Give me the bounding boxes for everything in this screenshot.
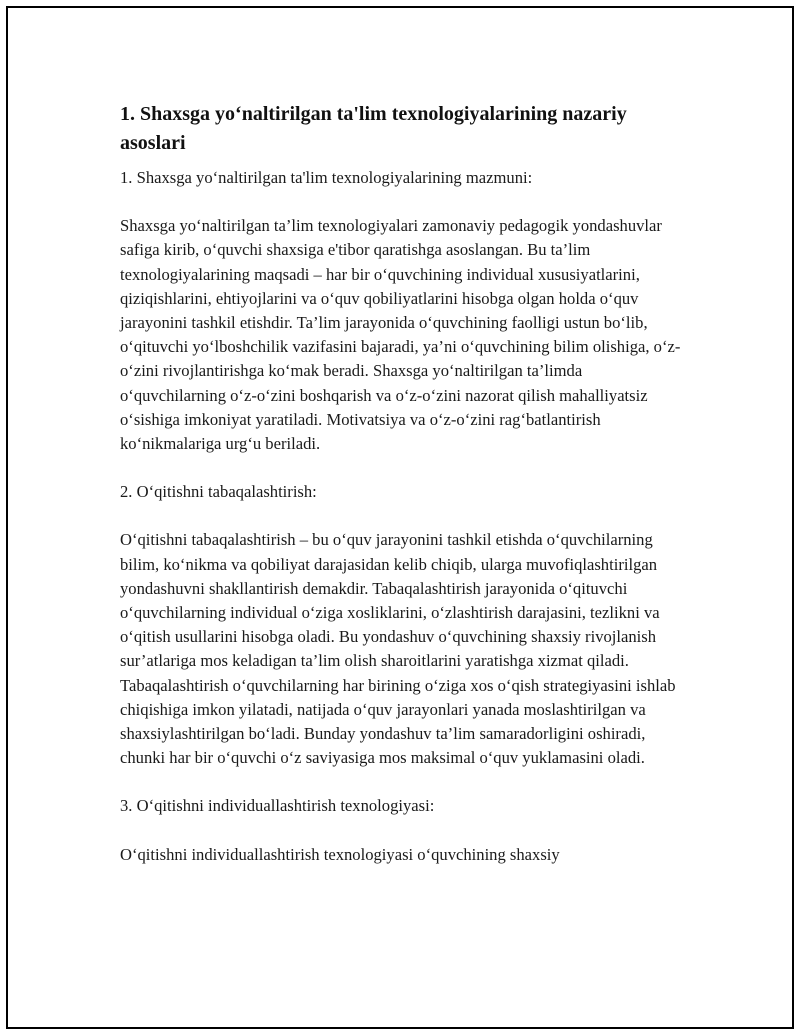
section-heading-2: 2. O‘qitishni tabaqalashtirish:: [120, 482, 317, 502]
document-content: [120, 100, 692, 891]
section-body-1: Shaxsga yo‘naltirilgan ta’lim texnologiyalari zamonaviy pedagogik yondashuvlar safiga kirib, o‘quvchi shaxsiga e'tibor qaratishga asoslangan. Bu ta’lim texnologiyalarining maqsadi – har bir o‘quvchining individual xususiyatlarini, qiziqishlarini, ehtiyojlarini va o‘quv qobiliyatlarini hisobga olgan holda o‘quv jarayonini tashkil etishdir. Ta’lim jarayonida o‘quvchining faolligi ustun bo‘lib, o‘qituvchi yo‘lboshchilik vazifasini bajaradi, ya’ni o‘quvchining bilim olishiga, o‘z-o‘zini rivojlantirishga ko‘mak beradi. Shaxsga yo‘naltirilgan ta’limda o‘quvchilarning o‘z-o‘zini boshqarish va o‘z-o‘zini nazorat qilish mahalliyatsiz o‘sishiga imkoniyat yaratiladi. Motivatsiya va o‘z-o‘zini rag‘batlantirish ko‘nikmalariga urg‘u beriladi.: [120, 216, 681, 454]
section-body-2: O‘qitishni tabaqalashtirish – bu o‘quv jarayonini tashkil etishda o‘quvchilarning bilim, ko‘nikma va qobiliyat darajasidan kelib chiqib, ularga muvofiqlashtirilgan yondashuvni shakllantirish demakdir. Tabaqalashtirish jarayonida o‘qituvchi o‘quvchilarning individual o‘ziga xosliklarini, o‘zlashtirish darajasini, tezlikni va o‘qitish usullarini hisobga oladi. Bu yondashuv o‘quvchining shaxsiy rivojlanish sur’atlariga mos keladigan ta’lim olish sharoitlarini yaratishga xizmat qiladi. Tabaqalashtirish o‘quvchilarning har birining o‘ziga xos o‘qish strategiyasini ishlab chiqishiga imkon yilatadi, natijada o‘quv jarayonlari yanada moslashtirilgan va shaxsiylashtirilgan bo‘ladi. Bunday yondashuv ta’lim samaradorligini oshiradi, chunki har bir o‘quvchi o‘z saviyasiga mos maksimal o‘quv yuklamasini oladi.: [120, 530, 676, 768]
section-body-3: O‘qitishni individuallashtirish texnologiyasi o‘quvchining shaxsiy: [120, 844, 560, 864]
section-heading-3: 3. O‘qitishni individuallashtirish texnologiyasi:: [120, 796, 435, 816]
section-heading-1: 1. Shaxsga yo‘naltirilgan ta'lim texnologiyalarining mazmuni:: [120, 168, 533, 187]
document-title: 1. Shaxsga yo‘naltirilgan ta'lim texnologiyalarining nazariy asoslari: [120, 103, 627, 154]
document-page: [6, 6, 794, 1029]
